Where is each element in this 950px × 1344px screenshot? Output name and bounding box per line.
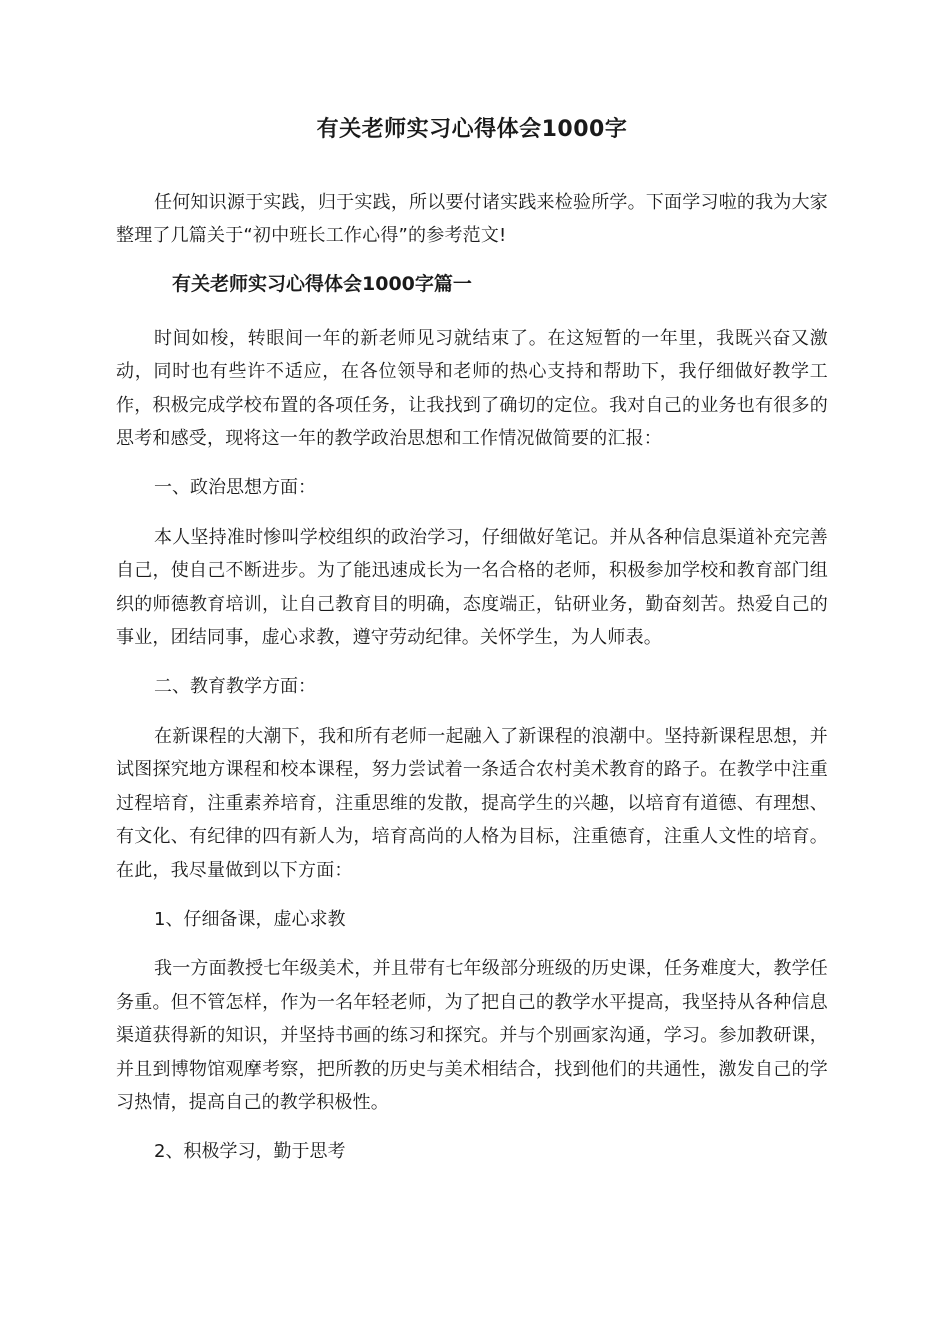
- subheading-active-learning: 2、积极学习，勤于思考: [154, 1141, 346, 1163]
- body-paragraph: 时间如梭，转眼间一年的新老师见习就结束了。在这短暂的一年里，我既兴奋又激动，同时也有些许不适应，在各位领导和老师的热心支持和帮助下，我仔细做好教学工作，积极完成学校布置的各项任务，让我找到了确切的定位。我对自己的业务也有很多的思考和感受，现将这一年的教学政治思想和工作情况做简要的汇报：: [116, 327, 828, 450]
- document-title: 有关老师实习心得体会1000字: [316, 117, 628, 142]
- body-paragraph: 本人坚持准时惨叫学校组织的政治学习，仔细做好笔记。并从各种信息渠道补充完善自己，使自己不断进步。为了能迅速成长为一名合格的老师，积极参加学校和教育部门组织的师德教育培训，让自己教育目的明确，态度端正，钻研业务，勤奋刻苦。热爱自己的事业，团结同事，虚心求教，遵守劳动纪律。关怀学生，为人师表。: [116, 526, 828, 649]
- document-content: [116, 112, 828, 1185]
- subheading-lesson-prep: 1、仔细备课，虚心求教: [154, 908, 346, 930]
- body-paragraph: 在新课程的大潮下，我和所有老师一起融入了新课程的浪潮中。坚持新课程思想，并试图探究地方课程和校本课程，努力尝试着一条适合农村美术教育的路子。在教学中注重过程培育，注重素养培育，注重思维的发散，提高学生的兴趣，以培育有道德、有理想、有文化、有纪律的四有新人为，培育高尚的人格为目标，注重德育，注重人文性的培育。在此，我尽量做到以下方面：: [116, 725, 828, 881]
- subheading-politics: 一、政治思想方面：: [154, 477, 316, 499]
- intro-paragraph: 任何知识源于实践，归于实践，所以要付诸实践来检验所学。下面学习啦的我为大家整理了几篇关于“初中班长工作心得”的参考范文!: [116, 192, 828, 247]
- section-title: 有关老师实习心得体会1000字篇一: [172, 272, 472, 295]
- subheading-teaching: 二、教育教学方面：: [154, 676, 316, 698]
- body-paragraph: 我一方面教授七年级美术，并且带有七年级部分班级的历史课，任务难度大，教学任务重。但不管怎样，作为一名年轻老师，为了把自己的教学水平提高，我坚持从各种信息渠道获得新的知识，并坚持书画的练习和探究。并与个别画家沟通，学习。参加教研课，并且到博物馆观摩考察，把所教的历史与美术相结合，找到他们的共通性，激发自己的学习热情，提高自己的教学积极性。: [116, 958, 828, 1113]
